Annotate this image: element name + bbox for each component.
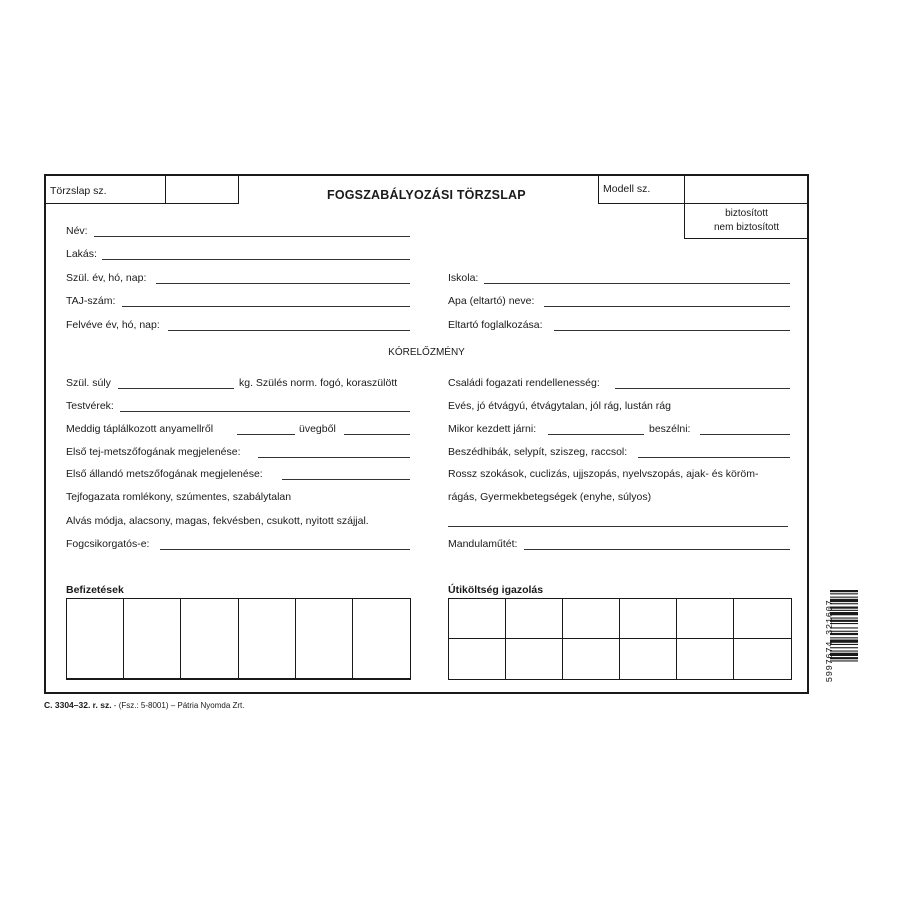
admitted-label: Felvéve év, hó, nap: [66, 319, 160, 331]
register-no-field[interactable] [165, 176, 239, 204]
family-anomaly-label: Családi fogazati rendellenesség: [448, 377, 600, 389]
history-heading: KÓRELŐZMÉNY [388, 347, 465, 358]
travel-cell[interactable] [563, 639, 620, 679]
father-input-line[interactable] [544, 306, 790, 307]
father-label: Apa (eltartó) neve: [448, 295, 535, 307]
address-input-line[interactable] [102, 259, 410, 260]
provider-job-label: Eltartó foglalkozása: [448, 319, 543, 331]
travel-cell[interactable] [506, 639, 563, 679]
model-no-label-cell [598, 176, 685, 204]
taj-label: TAJ-szám: [66, 295, 116, 307]
imprint-rest: - (Fsz.: 5-8001) – Pátria Nyomda Zrt. [111, 701, 245, 710]
payment-cell[interactable] [239, 599, 296, 679]
birth-date-label: Szül. év, hó, nap: [66, 272, 147, 284]
payment-cell[interactable] [124, 599, 181, 679]
speech-label: Beszédhibák, selypít, sziszeg, raccsol: [448, 446, 628, 458]
bottle-input-line[interactable] [344, 434, 410, 435]
first-perm-incisor-label: Első állandó metszőfogának megjelenése: [66, 468, 263, 480]
travel-cell[interactable] [734, 639, 791, 679]
barcode-number: 5997674 321607 [825, 599, 835, 683]
travel-cell[interactable] [677, 639, 734, 679]
talk-input-line[interactable] [700, 434, 790, 435]
speech-input-line[interactable] [638, 457, 790, 458]
payment-cell[interactable] [296, 599, 353, 679]
travel-cell[interactable] [506, 599, 563, 639]
travel-label: Útiköltség igazolás [448, 584, 544, 596]
birth-weight-input-line[interactable] [118, 388, 234, 389]
model-no-label: Modell sz. [603, 183, 651, 195]
model-no-field[interactable] [684, 176, 809, 204]
payment-cell[interactable] [181, 599, 238, 679]
payment-cell[interactable] [353, 599, 410, 679]
bottle-label: üvegből [299, 423, 336, 435]
birth-weight-label: Szül. súly [66, 377, 111, 389]
walk-label: Mikor kezdett járni: [448, 423, 537, 435]
name-label: Név: [66, 225, 88, 237]
travel-cell[interactable] [620, 639, 677, 679]
habits-text-2: rágás, Gyermekbetegségek (enyhe, súlyos) [448, 491, 652, 503]
name-input-line[interactable] [94, 236, 410, 237]
print-imprint [44, 700, 245, 710]
school-input-line[interactable] [484, 283, 790, 284]
travel-cell[interactable] [449, 639, 506, 679]
travel-cell[interactable] [563, 599, 620, 639]
address-label: Lakás: [66, 248, 97, 260]
form-title: FOGSZABÁLYOZÁSI TÖRZSLAP [327, 188, 526, 202]
sleep-text: Alvás módja, alacsony, magas, fekvésben, csukott, nyitott szájjal. [66, 515, 369, 527]
dental-register-form [44, 174, 809, 694]
habits-text-1: Rossz szokások, cuclizás, ujjszopás, nyelvszopás, ajak- és köröm- [448, 468, 759, 480]
register-no-label-cell [46, 176, 166, 204]
first-perm-incisor-input-line[interactable] [282, 479, 410, 480]
admitted-input-line[interactable] [168, 330, 410, 331]
insurance-status-cell[interactable] [684, 203, 809, 239]
birth-kind-label: kg. Szülés norm. fogó, koraszülött [239, 377, 398, 389]
milk-teeth-text: Tejfogazata romlékony, szúmentes, szabálytalan [66, 491, 292, 503]
travel-cell[interactable] [449, 599, 506, 639]
travel-cell[interactable] [734, 599, 791, 639]
form-code: C. 3304–32. r. sz. [44, 700, 112, 710]
payment-cell[interactable] [67, 599, 124, 679]
breastfed-label: Meddig táplálkozott anyamellről [66, 423, 214, 435]
grinding-input-line[interactable] [160, 549, 410, 550]
eating-text: Evés, jó étvágyú, étvágytalan, jól rág, lustán rág [448, 400, 671, 412]
habits-input-line[interactable] [448, 526, 788, 527]
travel-grid[interactable] [448, 598, 792, 680]
tonsils-label: Mandulaműtét: [448, 538, 518, 550]
not-insured-option: nem biztosított [713, 222, 780, 233]
siblings-input-line[interactable] [120, 411, 410, 412]
barcode-icon [818, 588, 858, 696]
walk-input-line[interactable] [548, 434, 644, 435]
first-milk-incisor-label: Első tej-metszőfogának megjelenése: [66, 446, 241, 458]
talk-label: beszélni: [649, 423, 691, 435]
register-no-label: Törzslap sz. [50, 185, 107, 197]
insured-option: biztosított [725, 208, 768, 219]
tonsils-input-line[interactable] [524, 549, 790, 550]
breastfed-input-line[interactable] [237, 434, 295, 435]
taj-input-line[interactable] [122, 306, 410, 307]
payments-grid[interactable] [66, 598, 411, 680]
siblings-label: Testvérek: [66, 400, 114, 412]
first-milk-incisor-input-line[interactable] [258, 457, 410, 458]
family-anomaly-input-line[interactable] [615, 388, 790, 389]
barcode [818, 588, 858, 696]
grinding-label: Fogcsikorgatós-e: [66, 538, 150, 550]
birth-date-input-line[interactable] [156, 283, 410, 284]
payments-label: Befizetések [66, 584, 124, 596]
provider-job-input-line[interactable] [554, 330, 790, 331]
travel-cell[interactable] [620, 599, 677, 639]
school-label: Iskola: [448, 272, 479, 284]
travel-cell[interactable] [677, 599, 734, 639]
